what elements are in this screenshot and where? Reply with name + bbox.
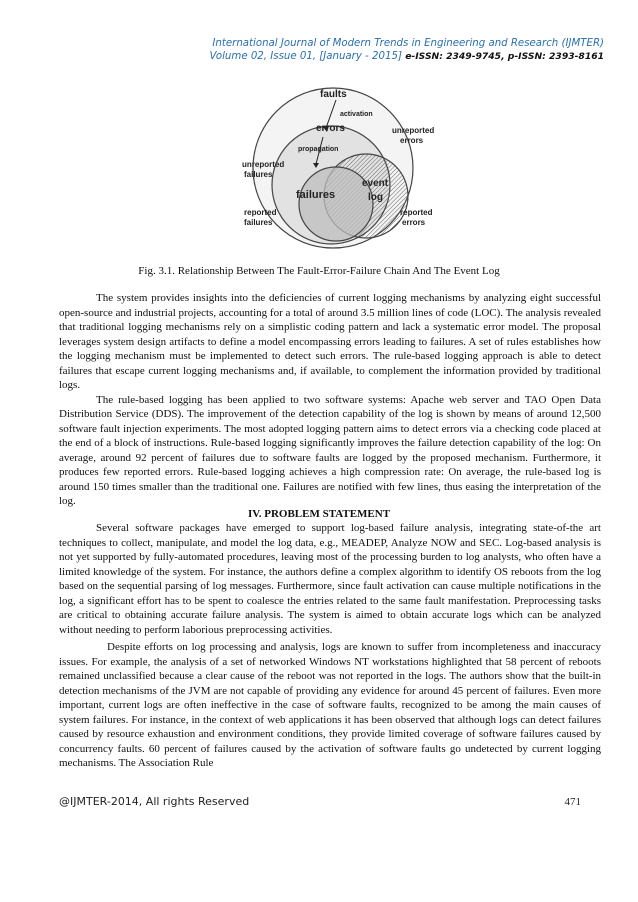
event-log-label-1: event (362, 178, 389, 189)
footer-copyright: @IJMTER-2014, All rights Reserved (59, 795, 250, 808)
faults-label: faults (320, 89, 347, 100)
journal-title: International Journal of Modern Trends in Engineering and Research (IJMTER) (212, 38, 604, 49)
volume-text: Volume 02, Issue 01, [January - 2015] (209, 51, 402, 62)
reported-errors-label-1: reported (400, 208, 433, 217)
paragraph: Several software packages have emerged to support log-based failure analysis, integrating state-of-the art techniques to collect, manipulate, and model the log data, e.g., MEADEP, Analyze NOW and SEC. Log-based analysis is not yet supported by fully-automated procedures, leaving most of the processing burden to log analysts, who often have a limited knowledge of the system. For instance, the authors define a complex algorithm to identify OS reboots from the log based on the sequential parsing of log messages. Furthermore, since fault activation can cause multiple notifications in the log, a significant effort has to be spent to coalesce the entries related to the same fault manifestation. Preprocessing tasks are critical to obtaining accurate failure analysis. The system is aimed to obtain accurate logs which can be analyzed without needing to perform laborious preprocessing activities. (59, 522, 601, 636)
propagation-label: propagation (298, 146, 339, 153)
body-paragraphs-1 (59, 291, 601, 509)
issn-text: e-ISSN: 2349-9745, p-ISSN: 2393-8161 (405, 51, 604, 62)
failures-label: failures (296, 189, 336, 201)
unreported-failures-label-2: failures (244, 170, 273, 179)
reported-failures-label-2: failures (244, 218, 273, 227)
paragraph: Despite efforts on log processing and analysis, logs are known to suffer from incompleteness and inaccuracy issues. For example, the analysis of a set of networked Windows NT workstations highlighted that 58 percent of reboots remained unclassified because a clear cause of the reboot was not reported in the logs. The authors show that the built-in detection mechanisms of the JVM are not capable of providing any evidence for around 45 percent of failures. Even more important, current logs are often ineffective in the case of software faults, recognized to be among the main causes of system failures. For instance, in the context of web applications it has been observed that although logs can detect failures caused by resource exhaustion and environment conditions, they provide limited coverage of software failures caused by concurrency faults. 60 percent of failures caused by the activation of software faults go undetected by current logging mechanisms. The Association Rule (59, 641, 601, 769)
reported-failures-label-1: reported (244, 208, 277, 217)
paragraph: The system provides insights into the deficiencies of current logging mechanisms by analyzing eight successful open-source and industrial projects, accounting for a total of around 3.5 million lines of code (LOC). The analysis revealed that traditional logging mechanisms rely on a simplistic coding pattern and lack a systematic error model. The proposal leverages system design artifacts to define a model encompassing errors leading to failures. A set of rules establishes how the logging mechanism must be implemented to detect such errors. The rule-based logging approach is able to detect failures that escape current logging mechanisms and, if available, to complement the information provided by traditional logs. (59, 292, 601, 391)
unreported-failures-label-1: unreported (242, 160, 285, 169)
body-paragraphs-2 (59, 521, 601, 637)
activation-label: activation (340, 111, 373, 118)
section-heading: IV. PROBLEM STATEMENT (247, 508, 391, 520)
paragraph: The rule-based logging has been applied to two software systems: Apache web server and TAO Open Data Distribution Service (DDS). The improvement of the detection capability of the log is shown by means of around 12,500 software fault injection experiments. The most adopted logging pattern aims to detect errors via a checking code placed at the end of a block of instructions. Rule-based logging significantly improves the failure detection capability of the log: On average, around 92 percent of failures due to software faults are logged by the proposed mechanism. Furthermore, it produces few reported errors. Rule-based logging achieves a high compression rate: On average, the rule-based log is around 150 times smaller than the traditional one. Failures are notified with few lines, thus easing the interpretation of the log. (59, 393, 601, 507)
figure-caption: Fig. 3.1. Relationship Between The Fault-Error-Failure Chain And The Event Log (138, 265, 500, 277)
body-paragraphs-3 (59, 640, 601, 771)
errors-label: errors (316, 123, 345, 134)
event-log-label-2: log (368, 192, 383, 203)
page-number: 471 (564, 796, 581, 808)
journal-volume (210, 50, 605, 63)
unreported-errors-label-1: unreported (392, 126, 435, 135)
reported-errors-label-2: errors (402, 218, 426, 227)
unreported-errors-label-2: errors (400, 136, 424, 145)
fault-error-failure-diagram (228, 82, 438, 254)
